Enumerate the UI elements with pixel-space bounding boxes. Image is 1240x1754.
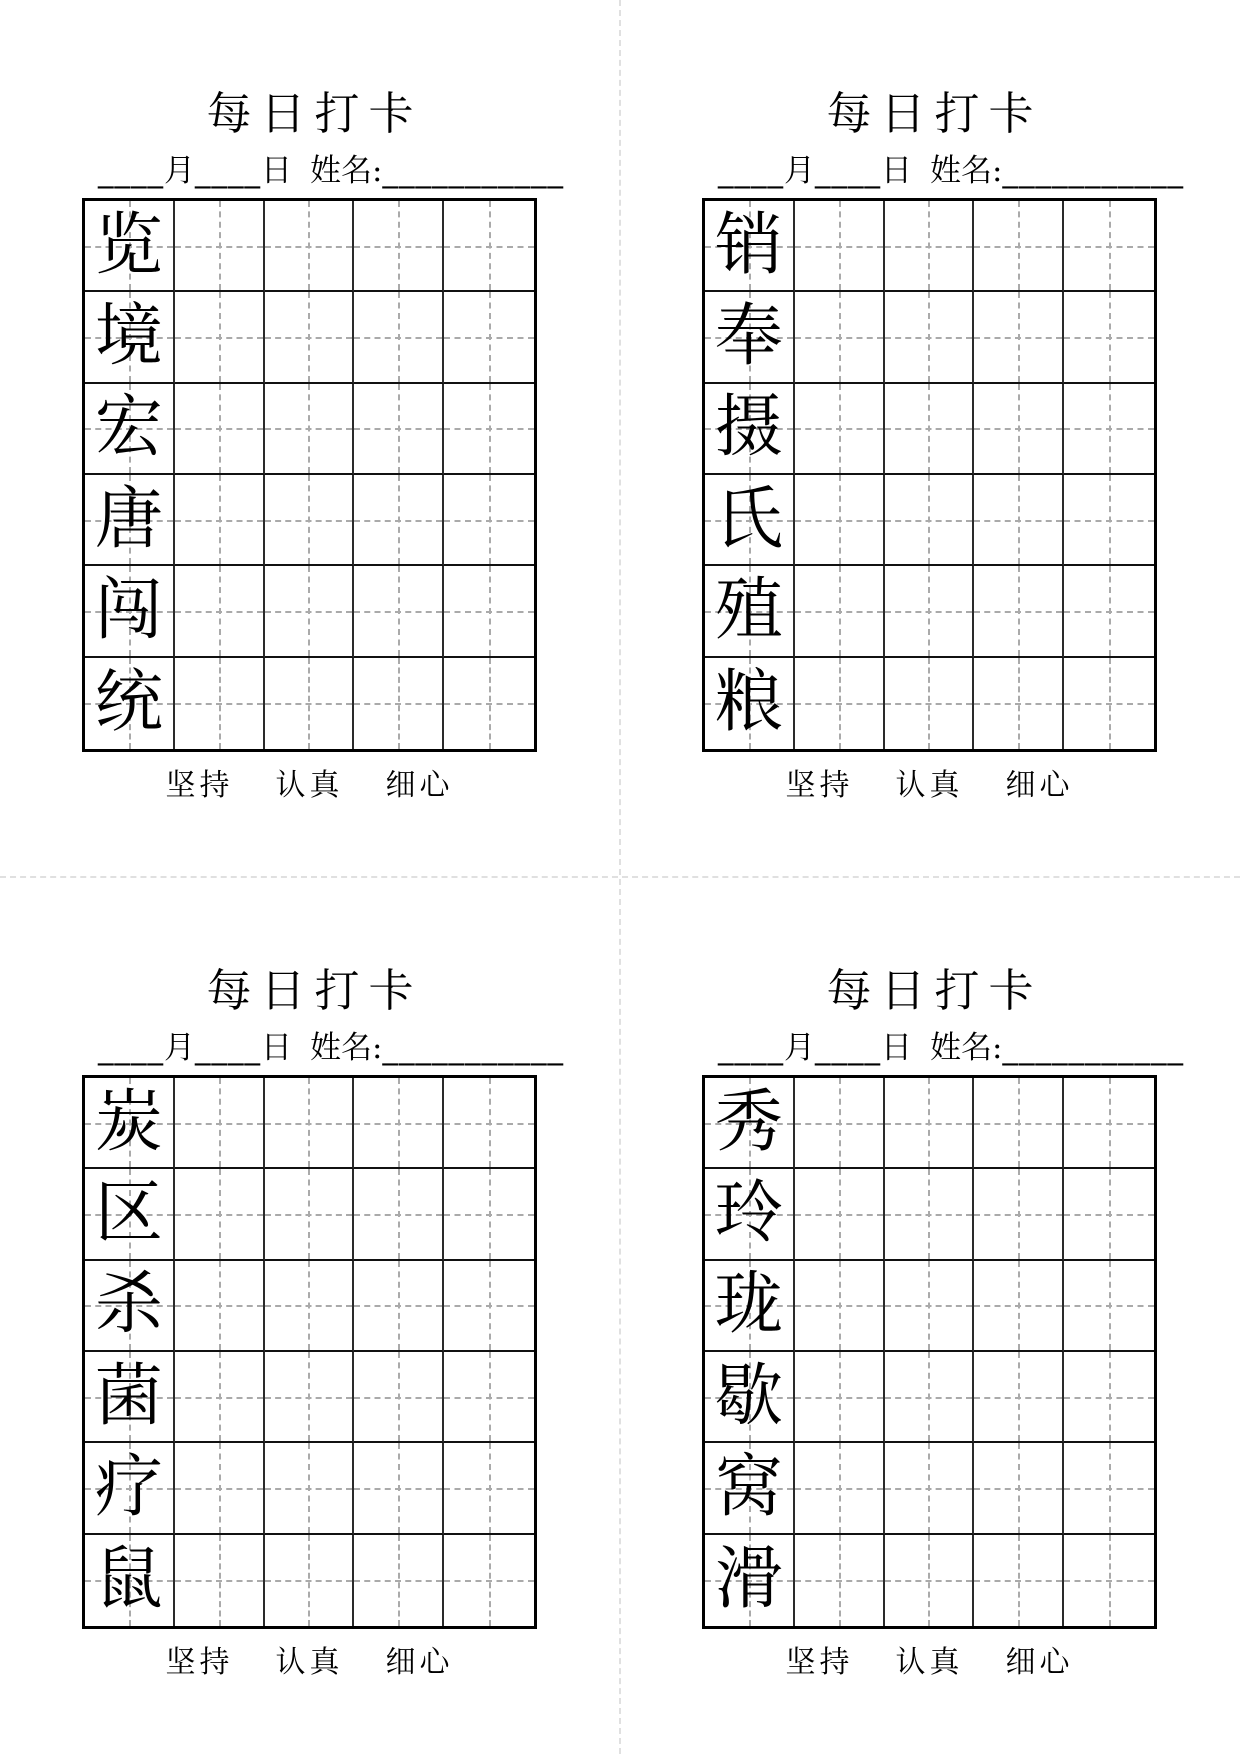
- practice-cell: [974, 384, 1064, 475]
- horizontal-guide-line: [444, 1123, 534, 1125]
- practice-character: 殖: [714, 570, 783, 650]
- practice-character: 秀: [714, 1082, 783, 1162]
- practice-cell: [974, 475, 1064, 566]
- practice-character: 玲: [714, 1173, 783, 1253]
- name-label: 姓名:: [930, 153, 1003, 189]
- quadrant-bottom-right: [620, 877, 1240, 1754]
- month-blank: ____: [98, 1030, 164, 1066]
- practice-cell: [1064, 292, 1154, 383]
- character-cell: [85, 1261, 175, 1352]
- horizontal-guide-line: [885, 703, 973, 705]
- horizontal-guide-line: [974, 1123, 1062, 1125]
- practice-cell: [175, 566, 265, 657]
- practice-cell: [974, 1078, 1064, 1169]
- practice-cell: [354, 292, 444, 383]
- practice-cell: [444, 384, 534, 475]
- horizontal-guide-line: [795, 1580, 883, 1582]
- horizontal-guide-line: [444, 1397, 534, 1399]
- horizontal-guide-line: [795, 1488, 883, 1490]
- horizontal-guide-line: [974, 1580, 1062, 1582]
- practice-cell: [354, 566, 444, 657]
- footer-word: 细心: [1005, 1645, 1074, 1680]
- horizontal-guide-line: [265, 1123, 353, 1125]
- horizontal-guide-line: [444, 1305, 534, 1307]
- practice-cell: [795, 566, 885, 657]
- practice-cell: [885, 201, 975, 292]
- horizontal-guide-line: [444, 611, 534, 613]
- character-cell: [705, 1535, 795, 1626]
- practice-cell: [795, 1443, 885, 1534]
- horizontal-guide-line: [974, 1488, 1062, 1490]
- horizontal-guide-line: [974, 520, 1062, 522]
- horizontal-guide-line: [974, 1214, 1062, 1216]
- horizontal-guide-line: [1064, 337, 1154, 339]
- character-cell: [705, 1261, 795, 1352]
- day-label: 日: [261, 1030, 292, 1066]
- horizontal-guide-line: [885, 520, 973, 522]
- horizontal-guide-line: [265, 703, 353, 705]
- practice-cell: [974, 1443, 1064, 1534]
- horizontal-guide-line: [175, 337, 263, 339]
- horizontal-guide-line: [885, 611, 973, 613]
- horizontal-guide-line: [444, 703, 534, 705]
- practice-cell: [354, 1352, 444, 1443]
- practice-cell: [444, 292, 534, 383]
- practice-cell: [175, 1535, 265, 1626]
- horizontal-guide-line: [444, 1214, 534, 1216]
- practice-cell: [795, 658, 885, 749]
- character-cell: [85, 1535, 175, 1626]
- practice-cell: [795, 384, 885, 475]
- horizontal-guide-line: [795, 611, 883, 613]
- practice-cell: [265, 1078, 355, 1169]
- horizontal-guide-line: [265, 1397, 353, 1399]
- name-blank: ___________: [382, 153, 564, 189]
- practice-cell: [974, 566, 1064, 657]
- practice-cell: [354, 1078, 444, 1169]
- horizontal-guide-line: [175, 1123, 263, 1125]
- practice-cell: [1064, 1535, 1154, 1626]
- character-cell: [705, 658, 795, 749]
- practice-cell: [444, 566, 534, 657]
- horizontal-guide-line: [175, 611, 263, 613]
- name-blank: ___________: [382, 1030, 564, 1066]
- footer-word: 认真: [895, 768, 964, 803]
- practice-cell: [265, 201, 355, 292]
- month-blank: ____: [718, 1030, 784, 1066]
- day-label: 日: [881, 153, 912, 189]
- horizontal-guide-line: [265, 246, 353, 248]
- character-cell: [85, 201, 175, 292]
- practice-cell: [1064, 1261, 1154, 1352]
- character-cell: [85, 658, 175, 749]
- practice-cell: [885, 658, 975, 749]
- month-label: 月: [784, 1030, 815, 1066]
- character-cell: [705, 566, 795, 657]
- practice-cell: [265, 1535, 355, 1626]
- practice-character: 粮: [714, 663, 783, 743]
- practice-cell: [354, 384, 444, 475]
- practice-cell: [265, 384, 355, 475]
- horizontal-guide-line: [265, 1214, 353, 1216]
- footer-motto: [702, 1637, 1157, 1681]
- horizontal-guide-line: [354, 246, 442, 248]
- practice-cell: [885, 1535, 975, 1626]
- horizontal-guide-line: [885, 1580, 973, 1582]
- footer-word: 认真: [275, 1645, 344, 1680]
- month-label: 月: [164, 153, 195, 189]
- horizontal-guide-line: [1064, 246, 1154, 248]
- practice-cell: [175, 1443, 265, 1534]
- practice-character: 统: [94, 663, 163, 743]
- horizontal-guide-line: [885, 1123, 973, 1125]
- practice-cell: [974, 1535, 1064, 1626]
- practice-cell: [444, 1078, 534, 1169]
- practice-cell: [974, 292, 1064, 383]
- sheet-title: 每日打卡: [826, 87, 1043, 140]
- practice-cell: [885, 1352, 975, 1443]
- horizontal-guide-line: [1064, 428, 1154, 430]
- practice-cell: [354, 475, 444, 566]
- character-cell: [705, 1078, 795, 1169]
- practice-character: 杀: [94, 1265, 163, 1345]
- character-cell: [85, 475, 175, 566]
- practice-cell: [795, 1352, 885, 1443]
- practice-character: 览: [94, 205, 163, 285]
- character-cell: [85, 292, 175, 383]
- horizontal-guide-line: [974, 337, 1062, 339]
- horizontal-guide-line: [974, 1305, 1062, 1307]
- day-blank: ____: [195, 1030, 261, 1066]
- horizontal-guide-line: [1064, 611, 1154, 613]
- horizontal-guide-line: [974, 246, 1062, 248]
- character-cell: [85, 1078, 175, 1169]
- practice-cell: [444, 201, 534, 292]
- horizontal-guide-line: [444, 1580, 534, 1582]
- practice-cell: [265, 1261, 355, 1352]
- horizontal-guide-line: [1064, 1488, 1154, 1490]
- practice-cell: [175, 384, 265, 475]
- practice-cell: [175, 1078, 265, 1169]
- practice-cell: [265, 292, 355, 383]
- practice-cell: [444, 1352, 534, 1443]
- practice-cell: [795, 1535, 885, 1626]
- practice-cell: [444, 1169, 534, 1260]
- horizontal-guide-line: [265, 1488, 353, 1490]
- horizontal-guide-line: [175, 1305, 263, 1307]
- practice-cell: [265, 475, 355, 566]
- footer-word: 坚持: [165, 768, 234, 803]
- character-cell: [85, 384, 175, 475]
- character-cell: [705, 201, 795, 292]
- day-blank: ____: [815, 1030, 881, 1066]
- horizontal-guide-line: [795, 703, 883, 705]
- horizontal-guide-line: [1064, 1580, 1154, 1582]
- practice-cell: [444, 475, 534, 566]
- footer-word: 坚持: [785, 768, 854, 803]
- practice-character: 闯: [94, 570, 163, 650]
- horizontal-guide-line: [885, 428, 973, 430]
- horizontal-guide-line: [885, 1397, 973, 1399]
- practice-cell: [974, 1352, 1064, 1443]
- name-label: 姓名:: [310, 153, 383, 189]
- practice-character: 歇: [714, 1356, 783, 1436]
- practice-cell: [885, 1443, 975, 1534]
- practice-cell: [354, 1169, 444, 1260]
- horizontal-guide-line: [885, 1305, 973, 1307]
- month-label: 月: [784, 153, 815, 189]
- practice-character: 菌: [94, 1356, 163, 1436]
- practice-cell: [175, 1169, 265, 1260]
- practice-cell: [444, 658, 534, 749]
- name-label: 姓名:: [310, 1030, 383, 1066]
- horizontal-guide-line: [795, 246, 883, 248]
- horizontal-guide-line: [444, 1488, 534, 1490]
- horizontal-guide-line: [265, 611, 353, 613]
- horizontal-guide-line: [354, 337, 442, 339]
- date-name-line: [98, 1025, 564, 1067]
- practice-cell: [175, 1261, 265, 1352]
- horizontal-guide-line: [974, 611, 1062, 613]
- practice-cell: [974, 658, 1064, 749]
- quadrant-bottom-left: [0, 877, 620, 1754]
- horizontal-guide-line: [175, 1214, 263, 1216]
- horizontal-guide-line: [354, 428, 442, 430]
- horizontal-guide-line: [354, 520, 442, 522]
- practice-cell: [444, 1535, 534, 1626]
- practice-character: 滑: [714, 1540, 783, 1620]
- practice-character: 氏: [714, 479, 783, 559]
- practice-cell: [265, 1352, 355, 1443]
- quadrant-top-left: [0, 0, 620, 877]
- character-cell: [705, 292, 795, 383]
- practice-character: 珑: [714, 1265, 783, 1345]
- practice-character: 区: [94, 1173, 163, 1253]
- horizontal-guide-line: [175, 246, 263, 248]
- practice-cell: [175, 1352, 265, 1443]
- practice-cell: [885, 475, 975, 566]
- footer-motto: [82, 760, 537, 804]
- date-name-line: [718, 1025, 1184, 1067]
- practice-cell: [444, 1261, 534, 1352]
- horizontal-guide-line: [795, 337, 883, 339]
- horizontal-guide-line: [1064, 1214, 1154, 1216]
- horizontal-guide-line: [265, 337, 353, 339]
- character-cell: [705, 384, 795, 475]
- horizontal-guide-line: [1064, 1305, 1154, 1307]
- practice-cell: [175, 475, 265, 566]
- horizontal-guide-line: [354, 1580, 442, 1582]
- horizontal-guide-line: [354, 1214, 442, 1216]
- practice-character: 销: [714, 205, 783, 285]
- name-blank: ___________: [1002, 153, 1184, 189]
- footer-word: 细心: [385, 768, 454, 803]
- practice-character: 境: [94, 296, 163, 376]
- horizontal-guide-line: [974, 703, 1062, 705]
- footer-word: 坚持: [165, 1645, 234, 1680]
- horizontal-guide-line: [354, 1397, 442, 1399]
- horizontal-guide-line: [175, 1488, 263, 1490]
- practice-cell: [885, 1078, 975, 1169]
- day-blank: ____: [815, 153, 881, 189]
- sheet-title: 每日打卡: [826, 964, 1043, 1017]
- practice-cell: [175, 201, 265, 292]
- character-cell: [705, 475, 795, 566]
- footer-word: 认真: [895, 1645, 964, 1680]
- horizontal-guide-line: [265, 520, 353, 522]
- day-blank: ____: [195, 153, 261, 189]
- horizontal-guide-line: [354, 703, 442, 705]
- date-name-line: [718, 148, 1184, 190]
- practice-cell: [974, 1261, 1064, 1352]
- horizontal-guide-line: [885, 1214, 973, 1216]
- practice-cell: [1064, 566, 1154, 657]
- horizontal-guide-line: [175, 520, 263, 522]
- practice-cell: [1064, 658, 1154, 749]
- footer-word: 细心: [385, 1645, 454, 1680]
- character-cell: [85, 566, 175, 657]
- practice-character: 摄: [714, 388, 783, 468]
- practice-character: 炭: [94, 1082, 163, 1162]
- horizontal-guide-line: [795, 520, 883, 522]
- horizontal-guide-line: [265, 428, 353, 430]
- horizontal-guide-line: [974, 1397, 1062, 1399]
- character-cell: [85, 1443, 175, 1534]
- horizontal-guide-line: [444, 428, 534, 430]
- horizontal-guide-line: [795, 1305, 883, 1307]
- day-label: 日: [261, 153, 292, 189]
- practice-character: 唐: [94, 479, 163, 559]
- horizontal-guide-line: [795, 1397, 883, 1399]
- practice-cell: [265, 658, 355, 749]
- month-blank: ____: [718, 153, 784, 189]
- practice-cell: [885, 292, 975, 383]
- date-name-line: [98, 148, 564, 190]
- practice-cell: [354, 201, 444, 292]
- horizontal-guide-line: [265, 1305, 353, 1307]
- practice-cell: [795, 1169, 885, 1260]
- practice-grid: [82, 198, 537, 752]
- practice-cell: [175, 292, 265, 383]
- practice-cell: [885, 384, 975, 475]
- horizontal-guide-line: [175, 703, 263, 705]
- footer-motto: [702, 760, 1157, 804]
- practice-character: 疗: [94, 1447, 163, 1527]
- horizontal-guide-line: [1064, 1397, 1154, 1399]
- horizontal-guide-line: [354, 611, 442, 613]
- horizontal-guide-line: [795, 1214, 883, 1216]
- footer-motto: [82, 1637, 537, 1681]
- practice-cell: [354, 1535, 444, 1626]
- quadrant-top-right: [620, 0, 1240, 877]
- practice-cell: [795, 201, 885, 292]
- character-cell: [705, 1352, 795, 1443]
- horizontal-guide-line: [974, 428, 1062, 430]
- practice-character: 奉: [714, 296, 783, 376]
- practice-cell: [354, 1443, 444, 1534]
- footer-word: 认真: [275, 768, 344, 803]
- practice-cell: [1064, 1352, 1154, 1443]
- practice-cell: [1064, 201, 1154, 292]
- horizontal-guide-line: [444, 520, 534, 522]
- practice-cell: [885, 566, 975, 657]
- character-cell: [705, 1169, 795, 1260]
- practice-cell: [1064, 384, 1154, 475]
- practice-cell: [885, 1169, 975, 1260]
- horizontal-guide-line: [175, 1580, 263, 1582]
- practice-character: 鼠: [94, 1540, 163, 1620]
- horizontal-guide-line: [1064, 1123, 1154, 1125]
- horizontal-guide-line: [354, 1305, 442, 1307]
- practice-cell: [795, 292, 885, 383]
- practice-grid: [702, 1075, 1157, 1629]
- practice-grid: [82, 1075, 537, 1629]
- practice-cell: [1064, 1078, 1154, 1169]
- horizontal-guide-line: [444, 246, 534, 248]
- footer-word: 坚持: [785, 1645, 854, 1680]
- horizontal-guide-line: [885, 1488, 973, 1490]
- horizontal-guide-line: [1064, 703, 1154, 705]
- footer-word: 细心: [1005, 768, 1074, 803]
- practice-cell: [795, 1261, 885, 1352]
- practice-cell: [354, 1261, 444, 1352]
- practice-cell: [1064, 1169, 1154, 1260]
- practice-cell: [974, 1169, 1064, 1260]
- horizontal-guide-line: [444, 337, 534, 339]
- horizontal-guide-line: [1064, 520, 1154, 522]
- practice-cell: [1064, 475, 1154, 566]
- horizontal-guide-line: [175, 1397, 263, 1399]
- horizontal-guide-line: [885, 337, 973, 339]
- horizontal-guide-line: [265, 1580, 353, 1582]
- practice-cell: [265, 1443, 355, 1534]
- practice-character: 宏: [94, 388, 163, 468]
- horizontal-guide-line: [354, 1488, 442, 1490]
- horizontal-guide-line: [175, 428, 263, 430]
- horizontal-guide-line: [885, 246, 973, 248]
- month-blank: ____: [98, 153, 164, 189]
- practice-grid: [702, 198, 1157, 752]
- practice-cell: [175, 658, 265, 749]
- character-cell: [85, 1352, 175, 1443]
- day-label: 日: [881, 1030, 912, 1066]
- character-cell: [705, 1443, 795, 1534]
- sheet-title: 每日打卡: [206, 964, 423, 1017]
- sheet-title: 每日打卡: [206, 87, 423, 140]
- practice-cell: [444, 1443, 534, 1534]
- practice-cell: [1064, 1443, 1154, 1534]
- horizontal-guide-line: [354, 1123, 442, 1125]
- practice-cell: [974, 201, 1064, 292]
- practice-cell: [795, 475, 885, 566]
- practice-cell: [885, 1261, 975, 1352]
- name-blank: ___________: [1002, 1030, 1184, 1066]
- character-cell: [85, 1169, 175, 1260]
- practice-cell: [354, 658, 444, 749]
- name-label: 姓名:: [930, 1030, 1003, 1066]
- practice-cell: [265, 1169, 355, 1260]
- horizontal-guide-line: [795, 428, 883, 430]
- month-label: 月: [164, 1030, 195, 1066]
- practice-character: 窝: [714, 1447, 783, 1527]
- practice-cell: [795, 1078, 885, 1169]
- horizontal-guide-line: [795, 1123, 883, 1125]
- practice-cell: [265, 566, 355, 657]
